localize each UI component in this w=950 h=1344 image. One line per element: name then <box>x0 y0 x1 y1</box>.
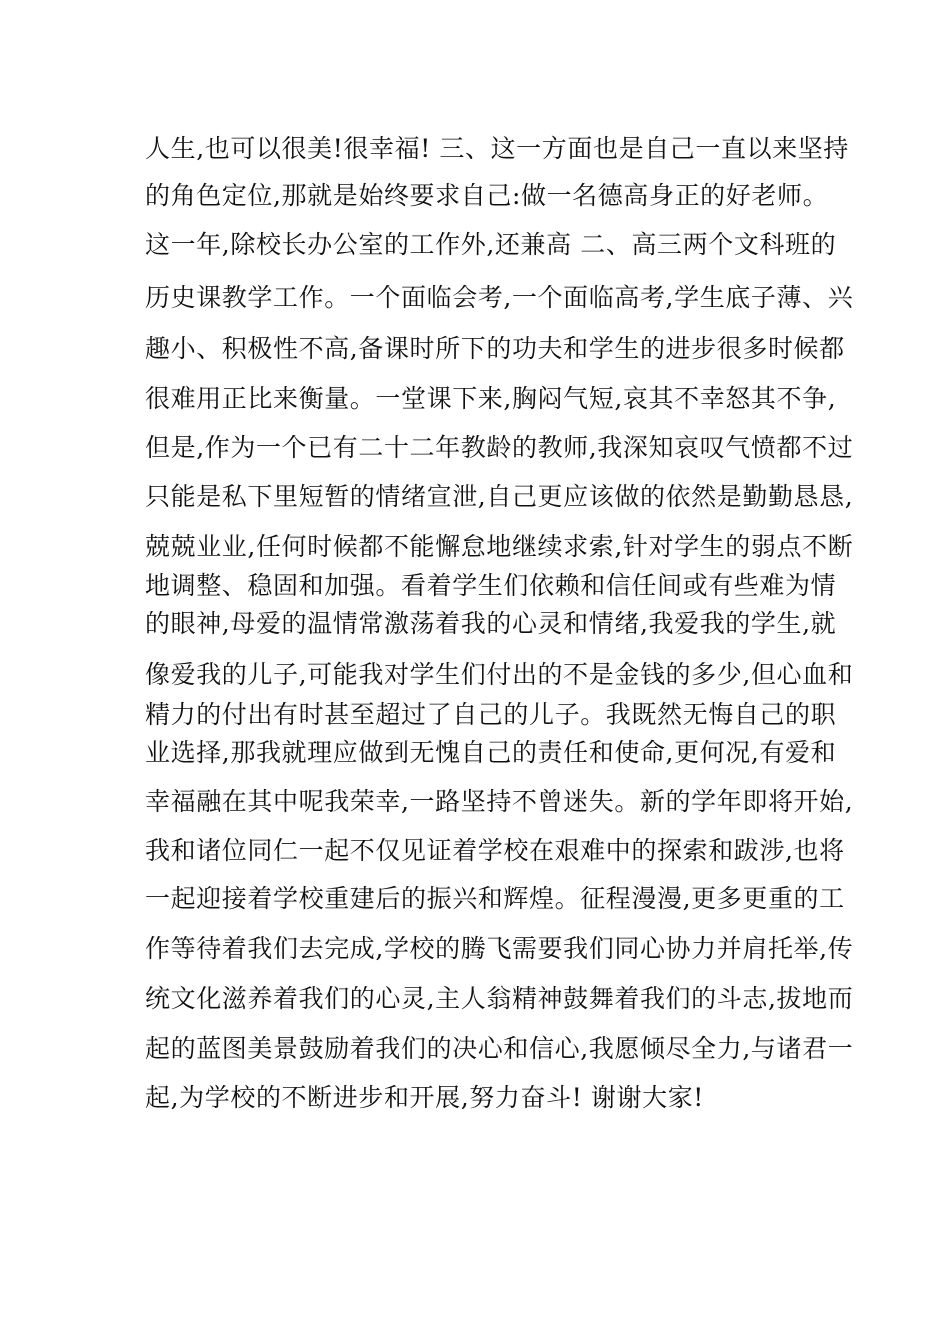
text-line-3: 这一年,除校长办公室的工作外,还兼高 二、高三两个文科班的 <box>145 230 837 259</box>
text-line-1: 人生,也可以很美!很幸福! 三、这一方面也是自己一直以来坚持 <box>145 134 849 163</box>
text-line-5: 趣小、积极性不高,备课时所下的功夫和学生的进步很多时候都 <box>145 334 845 363</box>
text-line-4: 历史课教学工作。一个面临会考,一个面临高考,学生底子薄、兴 <box>145 283 854 312</box>
text-line-14: 业选择,那我就理应做到无愧自己的责任和使命,更何况,有爱和 <box>145 738 837 767</box>
text-line-20: 起的蓝图美景鼓励着我们的决心和信心,我愿倾尽全力,与诸君一 <box>145 1034 854 1063</box>
text-line-10: 地调整、稳固和加强。看着学生们依赖和信任间或有些难为情 <box>145 571 837 600</box>
text-line-17: 一起迎接着学校重建后的振兴和辉煌。征程漫漫,更多更重的工 <box>145 884 845 913</box>
text-line-13: 精力的付出有时甚至超过了自己的儿子。我既然无悔自己的职 <box>145 700 837 729</box>
text-line-6: 很难用正比来衡量。一堂课下来,胸闷气短,哀其不幸怒其不争, <box>145 384 837 413</box>
text-line-18: 作等待着我们去完成,学校的腾飞需要我们同心协力并肩托举,传 <box>145 934 854 963</box>
text-line-21: 起,为学校的不断进步和开展,努力奋斗! 谢谢大家! <box>145 1083 704 1112</box>
text-line-7: 但是,作为一个已有二十二年教龄的教师,我深知哀叹气愤都不过 <box>145 433 854 462</box>
text-line-11: 的眼神,母爱的温情常激荡着我的心灵和情绪,我爱我的学生,就 <box>145 609 837 638</box>
text-line-2: 的角色定位,那就是始终要求自己:做一名德高身正的好老师。 <box>145 181 829 210</box>
text-line-9: 兢兢业业,任何时候都不能懈怠地继续求索,针对学生的弱点不断 <box>145 532 854 561</box>
text-line-8: 只能是私下里短暂的情绪宣泄,自己更应该做的依然是勤勤恳恳, <box>145 482 854 511</box>
text-line-16: 我和诸位同仁一起不仅见证着学校在艰难中的探索和跋涉,也将 <box>145 836 845 865</box>
text-line-19: 统文化滋养着我们的心灵,主人翁精神鼓舞着我们的斗志,拔地而 <box>145 984 854 1013</box>
text-line-12: 像爱我的儿子,可能我对学生们付出的不是金钱的多少,但心血和 <box>145 660 854 689</box>
text-line-15: 幸福融在其中呢我荣幸,一路坚持不曾迷失。新的学年即将开始, <box>145 787 854 816</box>
